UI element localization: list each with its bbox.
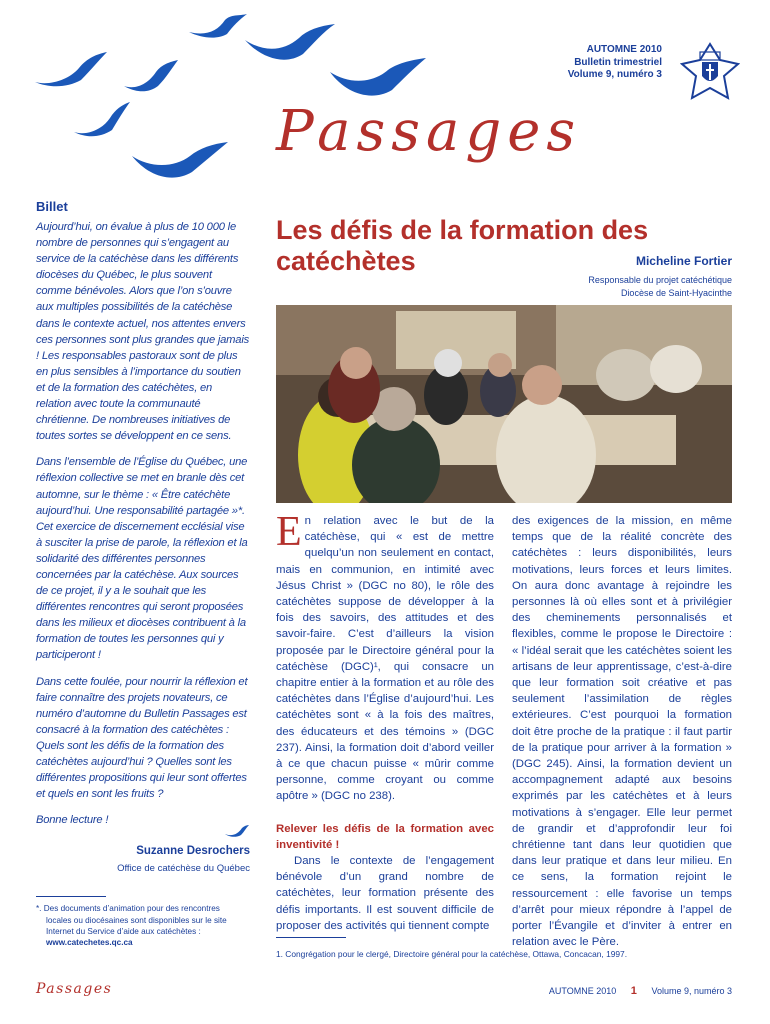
article-title: Les défis de la formation des catéchètes — [276, 215, 649, 276]
sidebar-closing: Bonne lecture ! — [36, 814, 109, 827]
article-paragraph: Dans le contexte de l’engagement bénévole d’un grand nombre de catéchètes, leur formation présente des défis importants. Il est souvent difficile de proposer des activités qui tiennent compte — [276, 855, 494, 932]
bird-icon — [187, 12, 249, 40]
author-name: Micheline Fortier — [635, 254, 732, 268]
knights-shield-icon — [680, 42, 740, 102]
sidebar-heading: Billet — [36, 199, 68, 214]
signature-name: Suzanne Desrochers — [136, 845, 250, 858]
article-subheading: Relever les défis de la formation avec inventivité ! — [276, 822, 494, 851]
bird-icon — [243, 22, 338, 64]
author-role-line: Responsable du projet catéchétique — [588, 275, 732, 285]
sidebar-paragraph: Dans cette foulée, pour nourrir la réflexion et faire connaître des projets novateurs, ce numéro d’automne du Bulletin Passages est consacré à la formation des catéchètes : Quels sont les défis de la formation des catéchètes aujourd’hui ? Quelles sont les différentes propositions qui leur sont offertes et quels en sont les fruits ? — [36, 675, 248, 801]
editorial-sidebar — [36, 199, 250, 949]
bird-icon — [130, 140, 230, 182]
sidebar-paragraph: Dans l’ensemble de l’Église du Québec, une réflexion collective se met en branle dès cet automne, sur le thème : « Être catéchète aujourd’hui. Une responsabilité partagée »*. Cet exercice de discernement ecclésial vise à susciter la prise de parole, la réflexion et la solidarité des différentes personnes concernées par la catéchèse. Aux sources de ce projet, il y a le souhait que les différentes rencontres qui seront proposées dans les milieux et diocèses contribuent à la formation de toutes les personnes qui y participeront ! — [36, 456, 248, 662]
issue-volume: Volume 9, numéro 3 — [567, 69, 662, 80]
masthead-title: Passages — [276, 99, 582, 164]
note-divider — [36, 896, 106, 897]
author-role-line: Diocèse de Saint-Hyacinthe — [620, 288, 732, 298]
footer-volume: Volume 9, numéro 3 — [651, 986, 732, 996]
issue-type: Bulletin trimestriel — [574, 56, 662, 68]
article-photo — [276, 305, 732, 503]
bird-icon — [33, 48, 109, 88]
page-footer — [539, 985, 732, 997]
bird-icon — [122, 58, 180, 94]
sidebar-footnote-link[interactable]: www.catechetes.qc.ca — [46, 938, 133, 948]
footer-season: AUTOMNE 2010 — [548, 986, 617, 996]
drop-cap: E — [276, 509, 302, 555]
sidebar-footnote-text: *. Des documents d’animation pour des rencontres locales ou diocésaines sont disponibles sur le site Internet du Service d’aide aux catéchètes : — [36, 904, 227, 936]
bird-icon — [328, 56, 428, 100]
issue-meta — [568, 44, 662, 82]
sidebar-paragraph: Aujourd’hui, on évalue à plus de 10 000 le nombre de personnes qui s’engagent au service de la catéchèse dans les différents diocèses du Québec, le plus souvent comme bénévoles. Alors que l’on s’ouvre aux multiples possibilités de la catéchèse dans le contexte actuel, nos attentes envers ces personnes sont plus grandes que jamais ! Les responsables pastoraux sont de plus en plus sensibles à l’importance du soutien et de la formation des catéchètes, en relation avec toute la communauté chrétienne. De nombreuses initiatives de toutes sortes se développent en ce sens. — [36, 221, 249, 443]
signature-role: Office de catéchèse du Québec — [117, 863, 250, 875]
footer-logo: Passages — [36, 981, 113, 997]
article-paragraph: des exigences de la mission, en même temps que de la réalité concrète des catéchètes : leurs disponibilités, leurs motivations, leurs forces et leurs limites. On aura donc avantage à rejoindre les personnes là où elles sont et à privilégier des cheminements personnalisés et flexibles, comme le propose le Directoire : « l’idéal serait que les catéchètes soient les artisans de leur apprentissage, c’est-à-dire que leur formation soit créative et pas seulement l’assimilation de règles extérieures. C’est pourquoi la formation doit être proche de la pratique : il faut partir de la pratique pour arriver à la formation » (DGC 245). Ainsi, la formation devient un accompagnement adapté aux besoins exprimés par les catéchètes et à leurs motivations à s’engager. Elle leur permet de grandir et d’approfondir leur foi chrétienne tant dans leur quotidien que dans leur pratique et dans leur milieu. En ce sens, la formation rejoint le ressourcement : elle favorise un temps d’arrêt pour mieux répondre à l’appel de porter l’Évangile et d’inviter à entrer en relation avec le Père. — [512, 515, 732, 949]
article-paragraph: n relation avec le but de la catéchèse, qui « est de mettre quelqu’un non seulement en contact, mais en communion, en intimité avec Jésus Christ » (DGC no 80), le rôle des catéchètes suppose de développer à la fois des savoirs, des attitudes et des savoir-faire. C’est d’ailleurs la vision proposée par le Directoire général pour la catéchèse (DGC)¹, qui consacre un chapitre entier à la formation et au rôle des catéchètes dans l’Église d’aujourd’hui. Les catéchètes sont « à la fois des maîtres, des éducateurs et des témoins » (DGC 237). Ainsi, la formation doit d’abord veiller à ce que chacun puisse « mûrir comme personne, comme croyant ou comme apôtre » (DGC no 238). — [276, 515, 494, 803]
author-block — [588, 254, 732, 300]
author-role — [588, 274, 732, 300]
sidebar-footnote — [36, 903, 246, 948]
bird-icon — [72, 100, 132, 138]
article-column-1 — [276, 509, 494, 934]
footnote-divider — [276, 937, 346, 938]
article-column-2 — [512, 513, 732, 950]
article-photo-illustration — [276, 305, 732, 503]
article-footnote: 1. Congrégation pour le clergé, Directoire général pour la catéchèse, Ottawa, Concacan, 1997. — [276, 949, 628, 959]
page-number: 1 — [630, 985, 637, 997]
issue-season: AUTOMNE 2010 — [586, 44, 662, 55]
bird-icon — [224, 824, 250, 843]
